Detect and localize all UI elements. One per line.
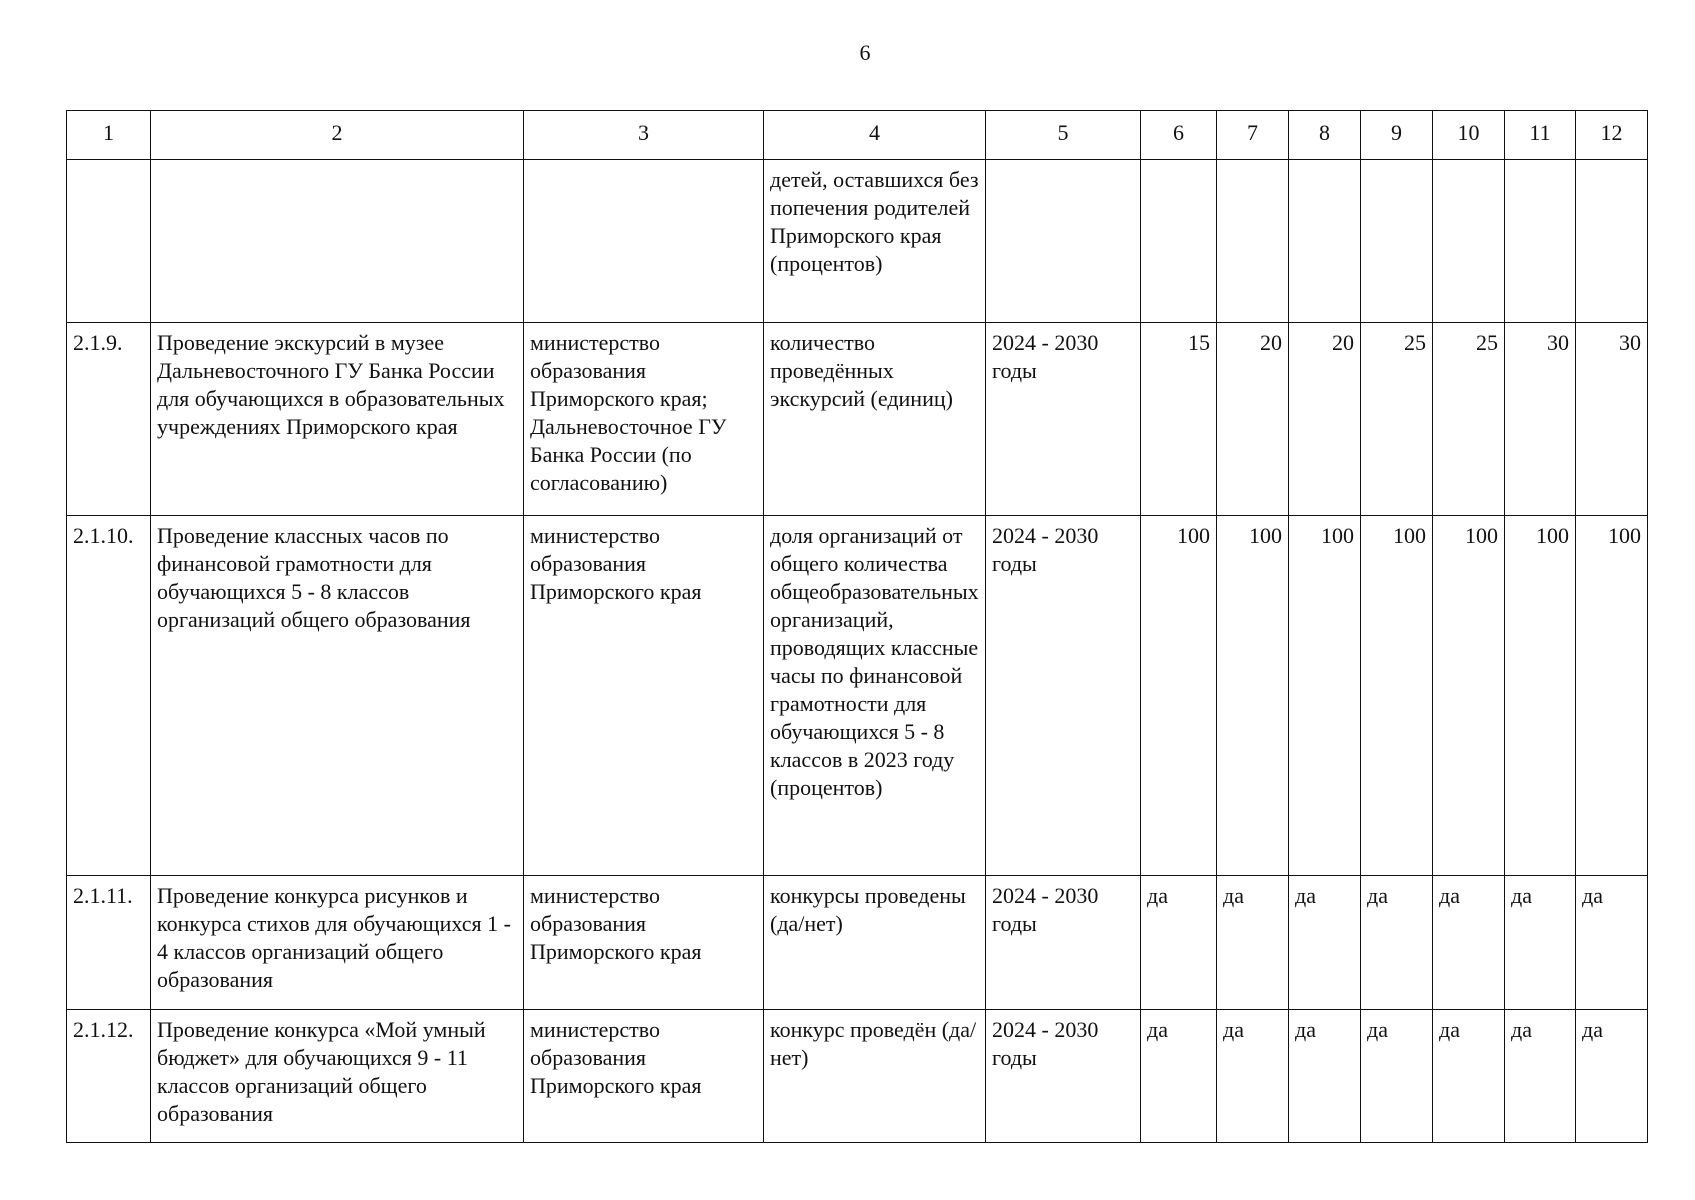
value-cell: да bbox=[1576, 1010, 1648, 1143]
column-header: 10 bbox=[1433, 111, 1505, 160]
page-number: 6 bbox=[859, 40, 871, 65]
column-header: 9 bbox=[1361, 111, 1433, 160]
value-cell bbox=[1141, 160, 1217, 323]
column-header: 3 bbox=[524, 111, 764, 160]
row-number-cell: 2.1.11. bbox=[67, 876, 151, 1010]
executor-cell: министерство образования Приморского края bbox=[524, 516, 764, 876]
column-header: 11 bbox=[1505, 111, 1576, 160]
period-cell bbox=[986, 160, 1141, 323]
indicator-cell: конкурсы проведены (да/нет) bbox=[764, 876, 986, 1010]
value-cell: да bbox=[1217, 1010, 1289, 1143]
value-cell: да bbox=[1433, 876, 1505, 1010]
value-cell: да bbox=[1141, 876, 1217, 1010]
executor-cell: министерство образования Приморского края bbox=[524, 876, 764, 1010]
column-header: 4 bbox=[764, 111, 986, 160]
value-cell: да bbox=[1289, 876, 1361, 1010]
header-row bbox=[67, 111, 1648, 160]
executor-cell: министерство образования Приморского края; Дальневосточное ГУ Банка России (по согласованию) bbox=[524, 323, 764, 516]
column-header: 2 bbox=[151, 111, 524, 160]
indicator-cell: доля организаций от общего количества общеобразовательных организаций, проводящих классные часы по финансовой грамотности для обучающихся 5 - 8 классов в 2023 году (процентов) bbox=[764, 516, 986, 876]
value-cell bbox=[1576, 160, 1648, 323]
value-cell: 20 bbox=[1289, 323, 1361, 516]
executor-cell: министерство образования Приморского края bbox=[524, 1010, 764, 1143]
value-cell: да bbox=[1141, 1010, 1217, 1143]
value-cell: 100 bbox=[1361, 516, 1433, 876]
value-cell: 30 bbox=[1505, 323, 1576, 516]
indicators-table bbox=[66, 110, 1648, 1143]
value-cell bbox=[1289, 160, 1361, 323]
value-cell bbox=[1433, 160, 1505, 323]
period-cell: 2024 - 2030 годы bbox=[986, 876, 1141, 1010]
value-cell: да bbox=[1433, 1010, 1505, 1143]
table-row bbox=[67, 516, 1648, 876]
value-cell: да bbox=[1217, 876, 1289, 1010]
period-cell: 2024 - 2030 годы bbox=[986, 516, 1141, 876]
value-cell: да bbox=[1361, 876, 1433, 1010]
value-cell: да bbox=[1505, 1010, 1576, 1143]
value-cell: 25 bbox=[1361, 323, 1433, 516]
row-number-cell bbox=[67, 160, 151, 323]
column-header: 6 bbox=[1141, 111, 1217, 160]
table-row bbox=[67, 323, 1648, 516]
row-number-cell: 2.1.12. bbox=[67, 1010, 151, 1143]
column-header: 12 bbox=[1576, 111, 1648, 160]
value-cell: да bbox=[1576, 876, 1648, 1010]
indicator-cell: конкурс проведён (да/нет) bbox=[764, 1010, 986, 1143]
value-cell bbox=[1505, 160, 1576, 323]
value-cell: 100 bbox=[1141, 516, 1217, 876]
value-cell: 100 bbox=[1217, 516, 1289, 876]
value-cell: 15 bbox=[1141, 323, 1217, 516]
value-cell: 100 bbox=[1289, 516, 1361, 876]
column-header: 8 bbox=[1289, 111, 1361, 160]
period-cell: 2024 - 2030 годы bbox=[986, 323, 1141, 516]
event-cell: Проведение экскурсий в музее Дальневосточного ГУ Банка России для обучающихся в образовательных учреждениях Приморского края bbox=[151, 323, 524, 516]
value-cell bbox=[1361, 160, 1433, 323]
value-cell: 25 bbox=[1433, 323, 1505, 516]
executor-cell bbox=[524, 160, 764, 323]
event-cell: Проведение конкурса «Мой умный бюджет» для обучающихся 9 - 11 классов организаций общего образования bbox=[151, 1010, 524, 1143]
value-cell: 100 bbox=[1576, 516, 1648, 876]
column-header: 7 bbox=[1217, 111, 1289, 160]
table-row bbox=[67, 160, 1648, 323]
value-cell: да bbox=[1361, 1010, 1433, 1143]
event-cell: Проведение конкурса рисунков и конкурса стихов для обучающихся 1 - 4 классов организаций общего образования bbox=[151, 876, 524, 1010]
table-row bbox=[67, 876, 1648, 1010]
column-header: 1 bbox=[67, 111, 151, 160]
value-cell: да bbox=[1289, 1010, 1361, 1143]
row-number-cell: 2.1.10. bbox=[67, 516, 151, 876]
table-row bbox=[67, 1010, 1648, 1143]
period-cell: 2024 - 2030 годы bbox=[986, 1010, 1141, 1143]
value-cell bbox=[1217, 160, 1289, 323]
indicator-cell: детей, оставшихся без попечения родителей Приморского края (процентов) bbox=[764, 160, 986, 323]
row-number-cell: 2.1.9. bbox=[67, 323, 151, 516]
value-cell: 20 bbox=[1217, 323, 1289, 516]
column-header: 5 bbox=[986, 111, 1141, 160]
value-cell: да bbox=[1505, 876, 1576, 1010]
event-cell: Проведение классных часов по финансовой грамотности для обучающихся 5 - 8 классов организаций общего образования bbox=[151, 516, 524, 876]
value-cell: 30 bbox=[1576, 323, 1648, 516]
indicator-cell: количество проведённых экскурсий (единиц) bbox=[764, 323, 986, 516]
value-cell: 100 bbox=[1433, 516, 1505, 876]
event-cell bbox=[151, 160, 524, 323]
value-cell: 100 bbox=[1505, 516, 1576, 876]
